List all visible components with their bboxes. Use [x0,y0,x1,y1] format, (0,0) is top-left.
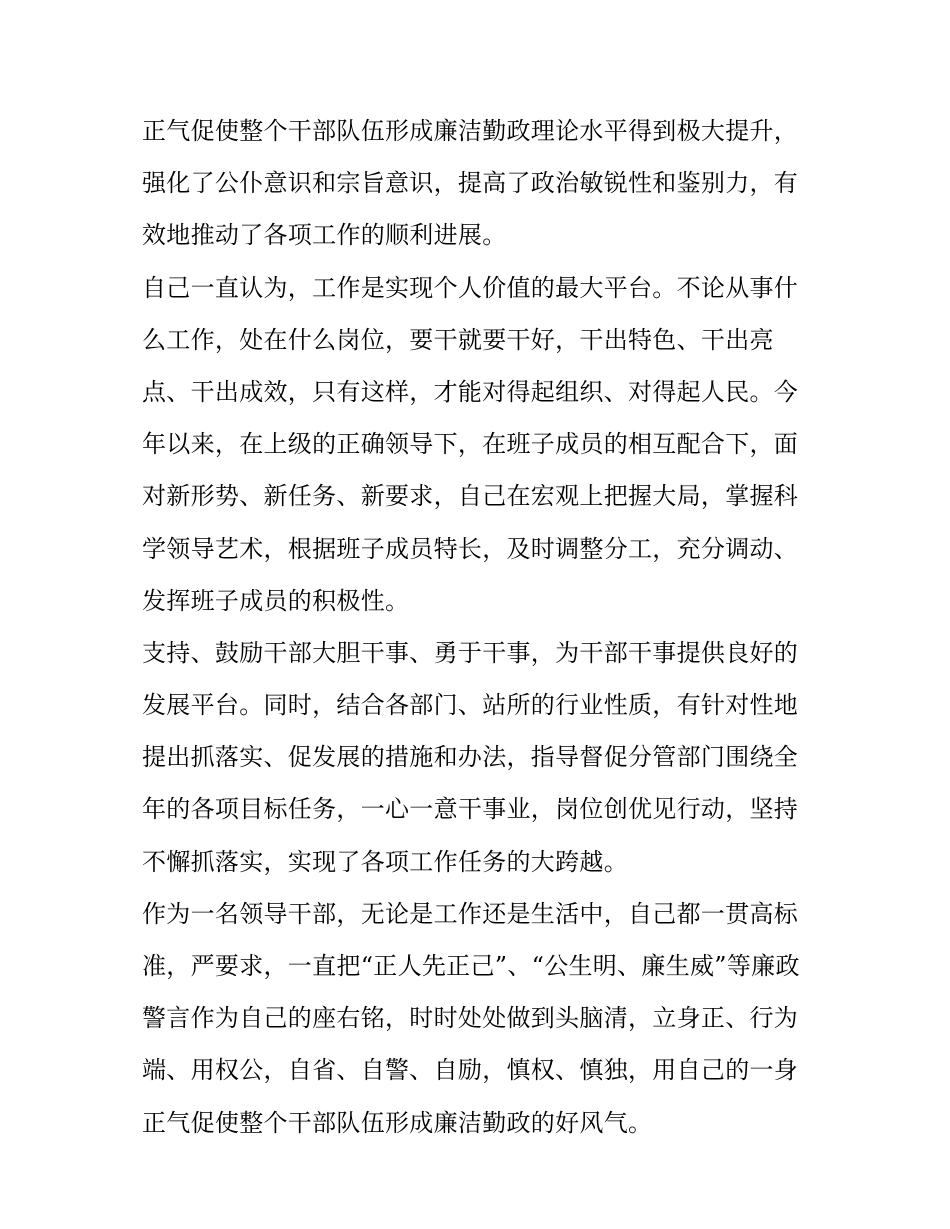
text-line: 自己一直认为，工作是实现个人价值的最大平台。不论从事什 [142,273,799,302]
paragraph-3 [142,627,822,888]
text-line: 端、用权公，自省、自警、自励，慎权、慎独，用自己的一身 [142,1056,799,1085]
paragraph-4 [142,888,822,1149]
text-line: 强化了公仆意识和宗旨意识，提高了政治敏锐性和鉴别力，有 [142,169,799,198]
text-line: 警言作为自己的座右铭，时时处处做到头脑清，立身正、行为 [142,1004,799,1033]
text-line: 学领导艺术，根据班子成员特长，及时调整分工，充分调动、 [142,534,799,563]
text-line: 点、干出成效，只有这样，才能对得起组织、对得起人民。今 [142,377,799,406]
text-line: 年以来，在上级的正确领导下，在班子成员的相互配合下，面 [142,430,799,459]
document-body [142,105,822,1149]
text-line: 年的各项目标任务，一心一意干事业，岗位创优见行动，坚持 [142,795,799,824]
text-line: 发展平台。同时，结合各部门、站所的行业性质，有针对性地 [142,691,799,720]
text-line: 对新形势、新任务、新要求，自己在宏观上把握大局，掌握科 [142,482,799,511]
text-line: 正气促使整个干部队伍形成廉洁勤政理论水平得到极大提升， [142,117,799,145]
paragraph-2 [142,262,822,627]
text-line: 正气促使整个干部队伍形成廉洁勤政的好风气。 [142,1108,653,1137]
paragraph-1 [142,105,822,262]
text-line: 不懈抓落实，实现了各项工作任务的大跨越。 [142,847,628,876]
text-line: 发挥班子成员的积极性。 [142,586,410,615]
text-line: 效地推动了各项工作的顺利进展。 [142,221,507,250]
text-line: 么工作，处在什么岗位，要干就要干好，干出特色、干出亮 [142,325,774,354]
text-line: 准，严要求，一直把“正人先正己”、“公生明、廉生威”等廉政 [142,952,800,980]
text-line: 作为一名领导干部，无论是工作还是生活中，自己都一贯高标 [142,899,799,928]
text-line: 提出抓落实、促发展的措施和办法，指导督促分管部门围绕全 [142,743,799,772]
text-line: 支持、鼓励干部大胆干事、勇于干事，为干部干事提供良好的 [142,638,799,667]
